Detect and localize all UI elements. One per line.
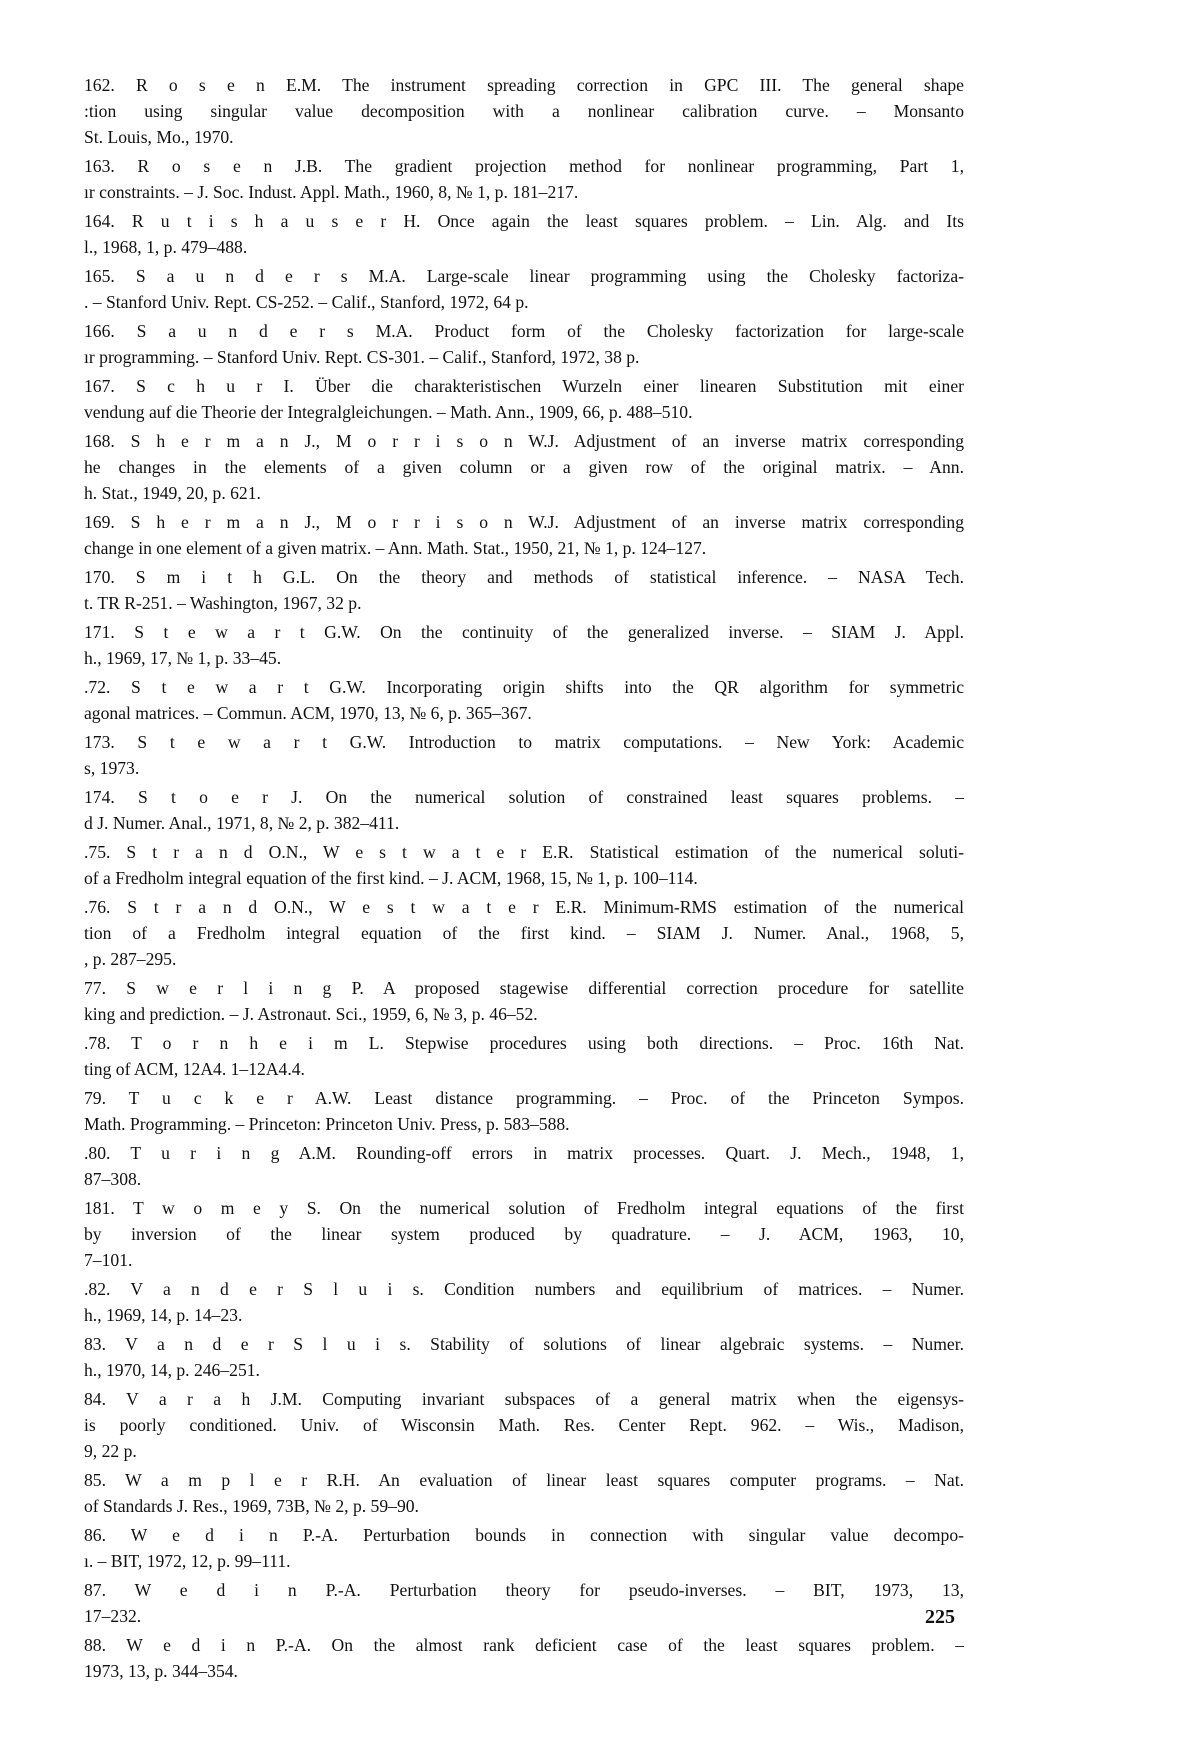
reference-line: 87. W e d i n P.-A. Perturbation theory for pseudo-inverses. – BIT, 1973, 13,: [84, 1580, 964, 1600]
reference-entry: [84, 428, 964, 506]
reference-line: , p. 287–295.: [84, 949, 177, 969]
reference-line: 173. S t e w a r t G.W. Introduction to matrix computations. – New York: Academic: [84, 732, 964, 752]
reference-line: 17–232.: [84, 1606, 142, 1626]
reference-entry: [84, 1577, 964, 1629]
reference-entry: [84, 1140, 964, 1192]
reference-entry: [84, 153, 964, 205]
reference-line: .76. S t r a n d O.N., W e s t w a t e r E.R. Minimum-RMS estimation of the numerical: [84, 897, 964, 917]
reference-line: vendung auf die Theorie der Integralgleichungen. – Math. Ann., 1909, 66, p. 488–510.: [84, 402, 693, 422]
reference-line: t. TR R-251. – Washington, 1967, 32 p.: [84, 593, 362, 613]
reference-line: 165. S a u n d e r s M.A. Large-scale linear programming using the Cholesky factoriza-: [84, 266, 964, 286]
reference-line: 166. S a u n d e r s M.A. Product form of the Cholesky factorization for large-scale: [84, 321, 964, 341]
reference-entry: [84, 1632, 964, 1684]
reference-entry: [84, 263, 964, 315]
reference-entry: [84, 72, 964, 150]
reference-line: 167. S c h u r I. Über die charakteristischen Wurzeln einer linearen Substitution mit einer: [84, 376, 964, 396]
reference-line: h. Stat., 1949, 20, p. 621.: [84, 483, 261, 503]
reference-line: 88. W e d i n P.-A. On the almost rank deficient case of the least squares problem. –: [84, 1635, 964, 1655]
reference-entry: [84, 1195, 964, 1273]
reference-entry: [84, 1085, 964, 1137]
reference-line: d J. Numer. Anal., 1971, 8, № 2, p. 382–411.: [84, 813, 400, 833]
reference-line: 162. R o s e n E.M. The instrument spreading correction in GPC III. The general shape: [84, 75, 964, 95]
reference-line: h., 1970, 14, p. 246–251.: [84, 1360, 260, 1380]
reference-line: .80. T u r i n g A.M. Rounding-off errors in matrix processes. Quart. J. Mech., 1948, 1,: [84, 1143, 964, 1163]
reference-line: 174. S t o e r J. On the numerical solution of constrained least squares problems. –: [84, 787, 964, 807]
reference-line: ır programming. – Stanford Univ. Rept. CS-301. – Calif., Stanford, 1972, 38 p.: [84, 347, 640, 367]
reference-entry: [84, 1467, 964, 1519]
reference-line: St. Louis, Mo., 1970.: [84, 127, 234, 147]
reference-entry: [84, 784, 964, 836]
reference-line: of a Fredholm integral equation of the first kind. – J. ACM, 1968, 15, № 1, p. 100–114.: [84, 868, 698, 888]
reference-line: .82. V a n d e r S l u i s. Condition numbers and equilibrium of matrices. – Numer.: [84, 1279, 964, 1299]
reference-entry: [84, 509, 964, 561]
reference-line: 163. R o s e n J.B. The gradient projection method for nonlinear programming, Part 1,: [84, 156, 964, 176]
page-number: 225: [925, 1606, 955, 1628]
reference-entry: [84, 318, 964, 370]
reference-line: is poorly conditioned. Univ. of Wisconsin Math. Res. Center Rept. 962. – Wis., Madison,: [84, 1415, 964, 1435]
reference-line: s, 1973.: [84, 758, 140, 778]
reference-line: ır constraints. – J. Soc. Indust. Appl. Math., 1960, 8, № 1, p. 181–217.: [84, 182, 579, 202]
reference-entry: [84, 1030, 964, 1082]
reference-entry: [84, 975, 964, 1027]
reference-line: 7–101.: [84, 1250, 133, 1270]
reference-line: change in one element of a given matrix. – Ann. Math. Stat., 1950, 21, № 1, p. 124–127.: [84, 538, 707, 558]
reference-entry: [84, 373, 964, 425]
reference-line: 87–308.: [84, 1169, 142, 1189]
reference-list: [84, 72, 964, 1687]
reference-entry: [84, 208, 964, 260]
reference-line: 84. V a r a h J.M. Computing invariant subspaces of a general matrix when the eigensys-: [84, 1389, 964, 1409]
reference-line: ting of ACM, 12A4. 1–12A4.4.: [84, 1059, 305, 1079]
reference-entry: [84, 674, 964, 726]
reference-line: by inversion of the linear system produced by quadrature. – J. ACM, 1963, 10,: [84, 1224, 964, 1244]
reference-line: 9, 22 p.: [84, 1441, 137, 1461]
reference-entry: [84, 1276, 964, 1328]
reference-line: 169. S h e r m a n J., M o r r i s o n W.J. Adjustment of an inverse matrix corresponding: [84, 512, 964, 532]
reference-line: he changes in the elements of a given column or a given row of the original matrix. – Ann.: [84, 457, 964, 477]
reference-line: 168. S h e r m a n J., M o r r i s o n W.J. Adjustment of an inverse matrix corresponding: [84, 431, 964, 451]
reference-entry: [84, 1522, 964, 1574]
reference-line: 77. S w e r l i n g P. A proposed stagewise differential correction procedure for satellite: [84, 978, 964, 998]
reference-entry: [84, 839, 964, 891]
reference-line: 181. T w o m e y S. On the numerical solution of Fredholm integral equations of the first: [84, 1198, 964, 1218]
reference-line: tion of a Fredholm integral equation of the first kind. – SIAM J. Numer. Anal., 1968, 5,: [84, 923, 964, 943]
reference-line: .72. S t e w a r t G.W. Incorporating origin shifts into the QR algorithm for symmetric: [84, 677, 964, 697]
reference-line: 85. W a m p l e r R.H. An evaluation of linear least squares computer programs. – Nat.: [84, 1470, 964, 1490]
reference-line: ı. – BIT, 1972, 12, p. 99–111.: [84, 1551, 291, 1571]
reference-entry: [84, 894, 964, 972]
reference-line: agonal matrices. – Commun. ACM, 1970, 13, № 6, p. 365–367.: [84, 703, 532, 723]
reference-line: Math. Programming. – Princeton: Princeton Univ. Press, p. 583–588.: [84, 1114, 570, 1134]
reference-entry: [84, 619, 964, 671]
reference-line: king and prediction. – J. Astronaut. Sci., 1959, 6, № 3, p. 46–52.: [84, 1004, 538, 1024]
reference-entry: [84, 564, 964, 616]
reference-line: 164. R u t i s h a u s e r H. Once again the least squares problem. – Lin. Alg. and Its: [84, 211, 964, 231]
reference-line: .78. T o r n h e i m L. Stepwise procedures using both directions. – Proc. 16th Nat.: [84, 1033, 964, 1053]
reference-line: 170. S m i t h G.L. On the theory and methods of statistical inference. – NASA Tech.: [84, 567, 964, 587]
reference-entry: [84, 1386, 964, 1464]
reference-line: . – Stanford Univ. Rept. CS-252. – Calif., Stanford, 1972, 64 p.: [84, 292, 529, 312]
reference-line: of Standards J. Res., 1969, 73B, № 2, p. 59–90.: [84, 1496, 419, 1516]
reference-line: :tion using singular value decomposition with a nonlinear calibration curve. – Monsanto: [84, 101, 964, 121]
reference-entry: [84, 729, 964, 781]
reference-entry: [84, 1331, 964, 1383]
reference-line: .75. S t r a n d O.N., W e s t w a t e r E.R. Statistical estimation of the numerical soluti-: [84, 842, 964, 862]
reference-line: l., 1968, 1, p. 479–488.: [84, 237, 248, 257]
reference-line: h., 1969, 14, p. 14–23.: [84, 1305, 243, 1325]
reference-line: 1973, 13, p. 344–354.: [84, 1661, 238, 1681]
reference-line: 83. V a n d e r S l u i s. Stability of solutions of linear algebraic systems. – Numer.: [84, 1334, 964, 1354]
reference-line: 86. W e d i n P.-A. Perturbation bounds in connection with singular value decompo-: [84, 1525, 964, 1545]
reference-line: 79. T u c k e r A.W. Least distance programming. – Proc. of the Princeton Sympos.: [84, 1088, 964, 1108]
reference-line: 171. S t e w a r t G.W. On the continuity of the generalized inverse. – SIAM J. Appl.: [84, 622, 964, 642]
reference-line: h., 1969, 17, № 1, p. 33–45.: [84, 648, 282, 668]
